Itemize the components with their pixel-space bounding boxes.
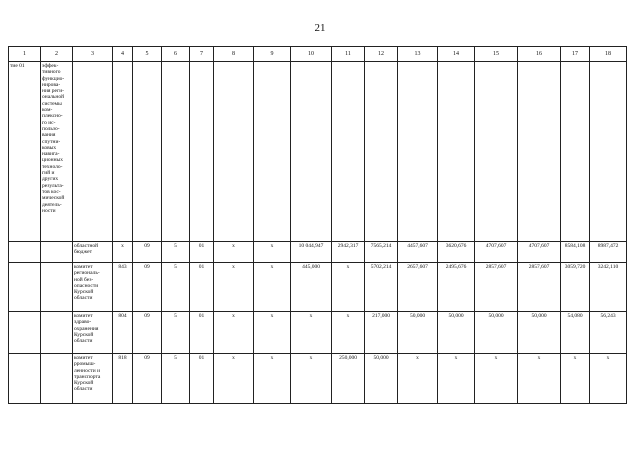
table-cell: х [254,354,291,404]
table-cell: х [214,263,254,312]
table-cell: 50,000 [475,312,518,354]
table-cell: х [214,312,254,354]
table-cell [214,62,254,242]
table-cell [9,354,41,404]
table-cell: 804 [113,312,133,354]
column-header: 11 [332,47,365,62]
column-header: 2 [41,47,73,62]
column-header: 5 [133,47,162,62]
table-cell [9,242,41,263]
column-header: 6 [162,47,190,62]
table-cell: 50,000 [438,312,475,354]
table-cell: 2495,676 [438,263,475,312]
table-cell: 54,080 [561,312,590,354]
table-cell [41,312,73,354]
table-cell: 4457,607 [398,242,438,263]
table-cell: 7565,214 [365,242,398,263]
table-cell [438,62,475,242]
table-cell: 8987,472 [590,242,627,263]
page-number: 21 [314,22,326,34]
table-cell: х [113,242,133,263]
column-header: 1 [9,47,41,62]
column-header: 8 [214,47,254,62]
table-cell: комитет здраво- охранения Курской области [73,312,113,354]
table-cell [162,62,190,242]
table-cell: х [438,354,475,404]
table-cell [398,62,438,242]
column-header: 7 [190,47,214,62]
table-cell: 217,000 [365,312,398,354]
table-cell: 2857,607 [475,263,518,312]
table-cell: 01 [190,263,214,312]
table-cell [190,62,214,242]
table-cell: 3620,676 [438,242,475,263]
table-cell: 4707,607 [475,242,518,263]
table-cell [475,62,518,242]
table-cell: 50,000 [365,354,398,404]
table-cell: 3059,720 [561,263,590,312]
table-cell: 250,000 [332,354,365,404]
table-cell: 01 [190,242,214,263]
table-cell [518,62,561,242]
table-cell: 2942,317 [332,242,365,263]
column-header: 13 [398,47,438,62]
table-cell: 10 044,947 [291,242,332,263]
column-header: 12 [365,47,398,62]
table-cell: 4707,607 [518,242,561,263]
table-cell: 09 [133,263,162,312]
table-cell: 50,000 [518,312,561,354]
table-cell: х [254,312,291,354]
table-cell [365,62,398,242]
column-header: 18 [590,47,627,62]
table-cell [73,62,113,242]
table-cell: 445,000 [291,263,332,312]
table-cell [41,263,73,312]
table-cell: х [254,242,291,263]
table-cell: 5 [162,242,190,263]
table-cell: х [561,354,590,404]
table-cell: х [291,354,332,404]
table-cell: 3242,110 [590,263,627,312]
table-cell [332,62,365,242]
column-header: 9 [254,47,291,62]
table-cell [561,62,590,242]
table-cell: комитет региональ- ной без- опасности Курской области [73,263,113,312]
table-cell: х [590,354,627,404]
table-cell: 09 [133,354,162,404]
table-cell: 818 [113,354,133,404]
table-cell: 50,000 [398,312,438,354]
table-cell [590,62,627,242]
table-cell: х [291,312,332,354]
table-cell: 5 [162,263,190,312]
table-cell [113,62,133,242]
table-cell [133,62,162,242]
table-header-row [9,47,627,62]
column-header: 10 [291,47,332,62]
table-cell: 09 [133,242,162,263]
table-cell: 5702,214 [365,263,398,312]
table-cell: х [518,354,561,404]
budget-table [8,46,627,404]
table-cell: областной бюджет [73,242,113,263]
column-header: 3 [73,47,113,62]
table-row [9,242,627,263]
column-header: 16 [518,47,561,62]
table-cell: х [398,354,438,404]
table-cell: х [214,242,254,263]
table-row [9,62,627,242]
table-cell: 5 [162,354,190,404]
table-cell: 01 [190,354,214,404]
table-cell: х [475,354,518,404]
table-cell [9,312,41,354]
table-cell: х [214,354,254,404]
table-cell: 01 [190,312,214,354]
table-cell: 8584,108 [561,242,590,263]
table-row [9,354,627,404]
table-cell [41,242,73,263]
table-cell: эффек- тивного функцио- нирова- ния реги- ональной системы ком- плексно- го ис- пользо- вания спутни- ковых навига- ционных техноло- гий и других результа- тов кос- мической деятель- ности [41,62,73,242]
table-cell: 5 [162,312,190,354]
table-cell: тие 01 [9,62,41,242]
table-cell [254,62,291,242]
column-header: 4 [113,47,133,62]
column-header: 17 [561,47,590,62]
table-cell [291,62,332,242]
table-cell: 2857,607 [518,263,561,312]
table-cell: комитет pромыш- ленности и транспорта Курской области [73,354,113,404]
table-cell: х [254,263,291,312]
table-cell: х [332,263,365,312]
table-cell: 2657,607 [398,263,438,312]
table-cell: 843 [113,263,133,312]
column-header: 15 [475,47,518,62]
table-cell: 56,243 [590,312,627,354]
table-row [9,312,627,354]
table-cell [41,354,73,404]
table-cell: 09 [133,312,162,354]
column-header: 14 [438,47,475,62]
table-cell: х [332,312,365,354]
table-cell [9,263,41,312]
table-row [9,263,627,312]
